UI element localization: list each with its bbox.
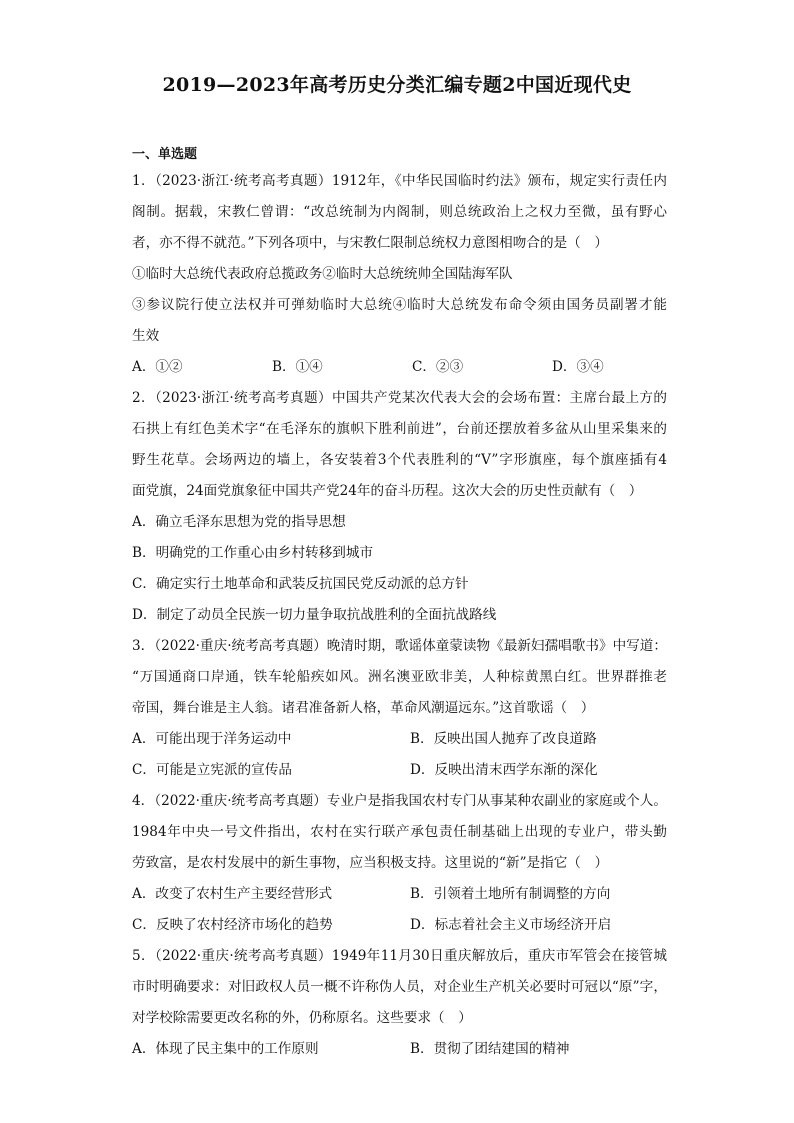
option-c: C．可能是立宪派的宣传品 <box>132 762 292 778</box>
option-c: C．②③ <box>412 359 464 375</box>
question-line: “万国通商口岸通，铁车轮船疾如风。洲名澳亚欧非美，人种棕黄黑白红。世界群推老 <box>132 669 667 685</box>
question-line: 阁制。据载，宋教仁曾谓：“改总统制为内阁制，则总统政治上之权力至微，虽有野心 <box>132 204 667 220</box>
question-line: 对学校除需要更改名称的外，仍称原名。这些要求（ ） <box>132 1010 472 1026</box>
question-line: 者，亦不得不就范。”下列各项中，与宋教仁限制总统权力意图相吻合的是（ ） <box>132 235 608 251</box>
option-b: B．明确党的工作重心由乡村转移到城市 <box>132 545 374 561</box>
question-line: 1984年中央一号文件指出，农村在实行联产承包责任制基础上出现的专业户，带头勤 <box>132 824 667 840</box>
options-row <box>132 755 667 786</box>
question-line: ①临时大总统代表政府总揽政务②临时大总统统帅全国陆海军队 <box>132 266 513 282</box>
question-line: 1．（2023·浙江·统考高考真题）1912年，《中华民国临时约法》颁布，规定实行责任内 <box>132 173 667 189</box>
option-c: C．反映了农村经济市场化的趋势 <box>132 917 333 933</box>
page-title: 2019—2023年高考历史分类汇编专题2中国近现代史 <box>162 74 632 96</box>
question-line: 2．（2023·浙江·统考高考真题）中国共产党某次代表大会的会场布置：主席台最上方的 <box>132 390 667 406</box>
option-a: A．体现了民主集中的工作原则 <box>132 1041 319 1057</box>
options-row <box>132 910 667 941</box>
option-a: A．确立毛泽东思想为党的指导思想 <box>132 514 346 530</box>
question-line: 3．（2022·重庆·统考高考真题）晚清时期，歌谣体童蒙读物《最新妇孺唱歌书》中写道： <box>132 638 667 654</box>
question-5 <box>132 941 667 1065</box>
options-row <box>132 879 667 910</box>
question-line: 帝国，舞台谁是主人翁。诸君准备新人格，革命风潮逼远东。”这首歌谣（ ） <box>132 700 595 716</box>
option-d: D．③④ <box>552 359 604 375</box>
question-1 <box>132 166 667 383</box>
option-a: A．改变了农村生产主要经营形式 <box>132 886 333 902</box>
option-b: B．①④ <box>272 359 323 375</box>
question-3 <box>132 631 667 786</box>
question-line: 石拱上有红色美术字“在毛泽东的旗帜下胜利前进”，台前还摆放着多盆从山里采集来的 <box>132 421 667 437</box>
question-2 <box>132 383 667 631</box>
option-b: B．引领着土地所有制调整的方向 <box>410 886 611 902</box>
options-row <box>132 352 667 383</box>
question-content <box>132 143 667 1065</box>
question-line: 野生花草。会场两边的墙上，各安装着3个代表胜利的“V”字形旗座，每个旗座插有4 <box>132 452 667 468</box>
question-line: 4．（2022·重庆·统考高考真题）专业户是指我国农村专门从事某种农副业的家庭或个人。 <box>132 793 667 809</box>
question-line: ③参议院行使立法权并可弹劾临时大总统④临时大总统发布命令须由国务员副署才能 <box>132 297 667 313</box>
options-row <box>132 1034 667 1065</box>
option-d: D．反映出清末西学东渐的深化 <box>410 762 598 778</box>
option-d: D．制定了动员全民族一切力量争取抗战胜利的全面抗战路线 <box>132 607 497 623</box>
option-c: C．确定实行土地革命和武装反抗国民党反动派的总方针 <box>132 576 469 592</box>
option-b: B．贯彻了团结建国的精神 <box>410 1041 570 1057</box>
question-4 <box>132 786 667 941</box>
option-a: A．①② <box>132 359 183 375</box>
question-line: 生效 <box>132 328 160 344</box>
option-d: D．标志着社会主义市场经济开启 <box>410 917 612 933</box>
option-a: A．可能出现于洋务运动中 <box>132 731 292 747</box>
options-row <box>132 724 667 755</box>
question-line: 市时明确要求：对旧政权人员一概不许称伪人员，对企业生产机关必要时可冠以“原”字， <box>132 979 667 995</box>
question-line: 劳致富，是农村发展中的新生事物，应当积极支持。这里说的“新”是指它（ ） <box>132 855 609 871</box>
question-line: 面党旗，24面党旗象征中国共产党24年的奋斗历程。这次大会的历史性贡献有（ ） <box>132 483 643 499</box>
option-b: B．反映出国人抛弃了改良道路 <box>410 731 597 747</box>
section-heading: 一、单选题 <box>132 147 198 162</box>
question-line: 5．（2022·重庆·统考高考真题）1949年11月30日重庆解放后，重庆市军管会在接管城 <box>132 948 667 964</box>
